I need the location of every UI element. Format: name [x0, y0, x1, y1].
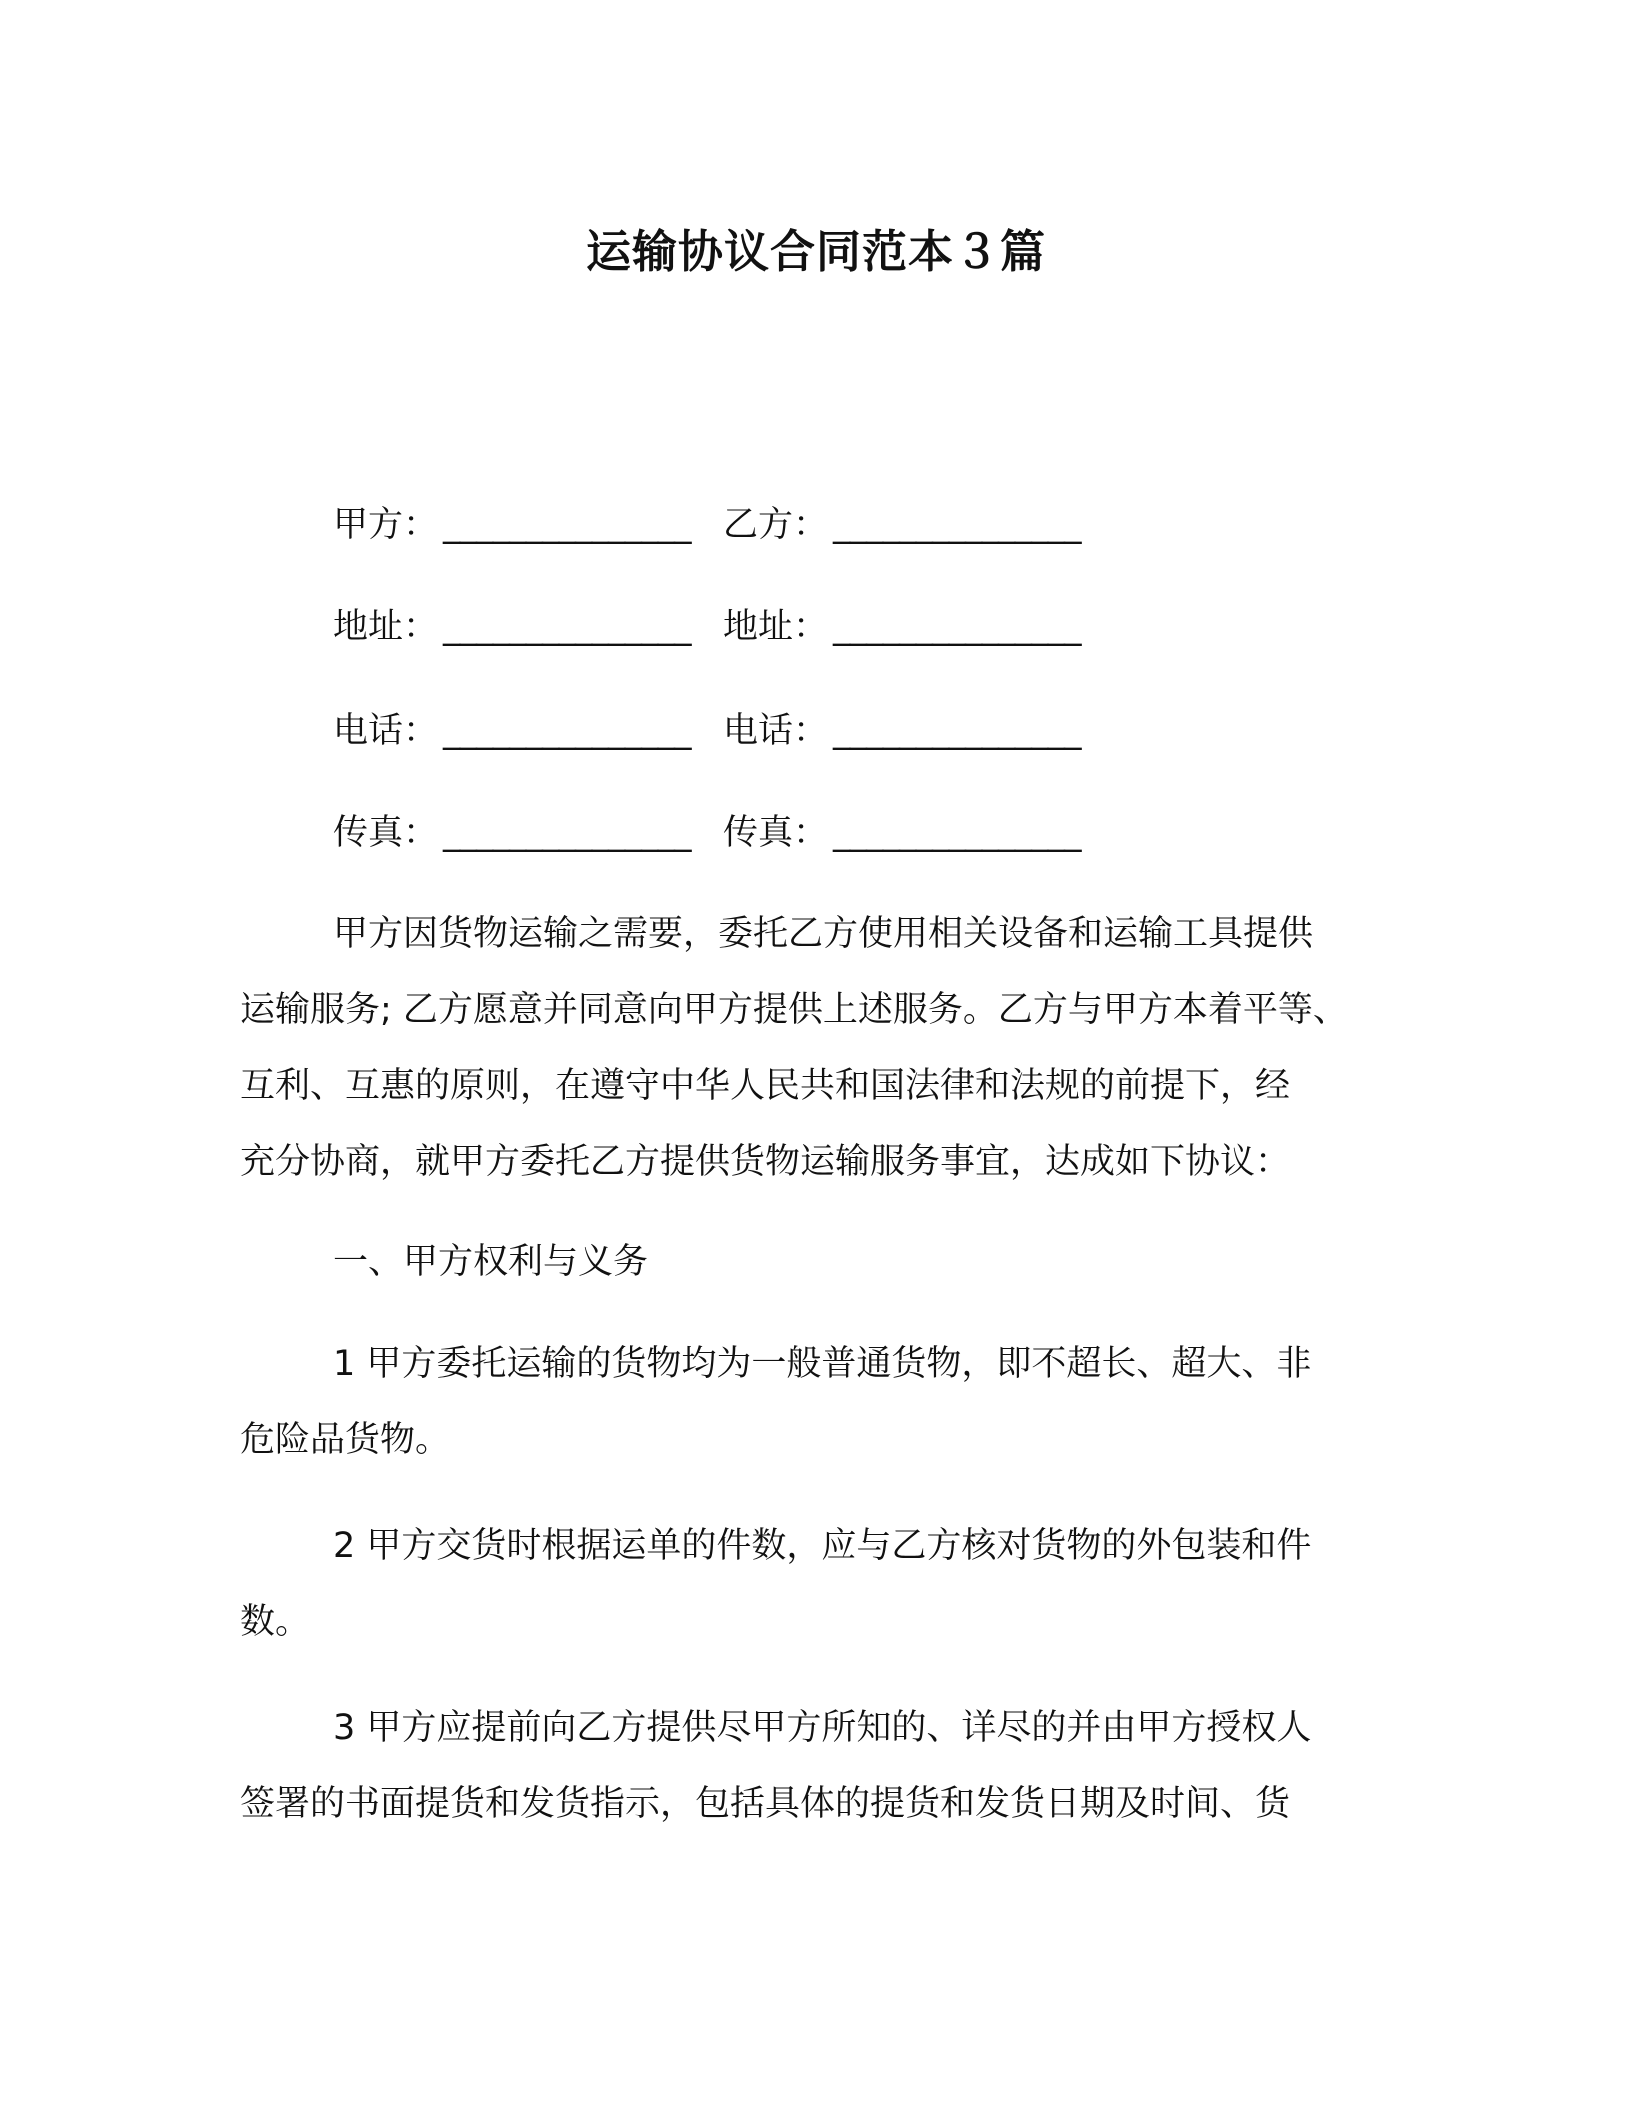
section-1-heading: 一、甲方权利与义务	[333, 1242, 649, 1282]
clause-1	[240, 1326, 1311, 1478]
party-a-address-label: 地址：	[333, 607, 439, 647]
party-a-phone-blank: _______________	[443, 711, 691, 751]
intro-paragraph	[240, 896, 1348, 1200]
paragraph-line: 3 甲方应提前向乙方提供尽甲方所知的、详尽的并由甲方授权人	[333, 1708, 1312, 1748]
party-a-fax-label: 传真：	[333, 813, 439, 853]
party-b-phone-blank: _______________	[833, 711, 1081, 751]
paragraph-line: 2 甲方交货时根据运单的件数，应与乙方核对货物的外包装和件	[333, 1526, 1312, 1566]
document-title: 运输协议合同范本３篇	[585, 225, 1046, 278]
party-a-label: 甲方：	[333, 505, 439, 545]
party-b-address-label: 地址：	[723, 607, 829, 647]
clause-2	[240, 1508, 1311, 1660]
party-row-name	[333, 500, 1081, 550]
paragraph-line: 甲方因货物运输之需要，委托乙方使用相关设备和运输工具提供	[333, 914, 1314, 954]
section-heading	[240, 1224, 648, 1300]
paragraph-line: 运输服务; 乙方愿意并同意向甲方提供上述服务。乙方与甲方本着平等、	[240, 990, 1348, 1030]
party-b-label: 乙方：	[723, 505, 829, 545]
party-b-fax-blank: _______________	[833, 813, 1081, 853]
party-row-address	[333, 602, 1081, 652]
party-b-phone-label: 电话：	[723, 711, 829, 751]
paragraph-line: 签署的书面提货和发货指示，包括具体的提货和发货日期及时间、货	[240, 1784, 1291, 1824]
party-a-phone-label: 电话：	[333, 711, 439, 751]
party-a-fax-blank: _______________	[443, 813, 691, 853]
paragraph-line: 1 甲方委托运输的货物均为一般普通货物，即不超长、超大、非	[333, 1344, 1312, 1384]
paragraph-line: 数。	[240, 1602, 311, 1642]
party-a-blank: _______________	[443, 505, 691, 545]
clause-3	[240, 1690, 1311, 1842]
party-row-fax	[333, 808, 1081, 858]
party-b-address-blank: _______________	[833, 607, 1081, 647]
party-b-blank: _______________	[833, 505, 1081, 545]
paragraph-line: 充分协商，就甲方委托乙方提供货物运输服务事宜，达成如下协议：	[240, 1142, 1291, 1182]
paragraph-line: 互利、互惠的原则，在遵守中华人民共和国法律和法规的前提下，经	[240, 1066, 1291, 1106]
party-b-fax-label: 传真：	[723, 813, 829, 853]
party-a-address-blank: _______________	[443, 607, 691, 647]
paragraph-line: 危险品货物。	[240, 1420, 451, 1460]
party-row-phone	[333, 706, 1081, 756]
